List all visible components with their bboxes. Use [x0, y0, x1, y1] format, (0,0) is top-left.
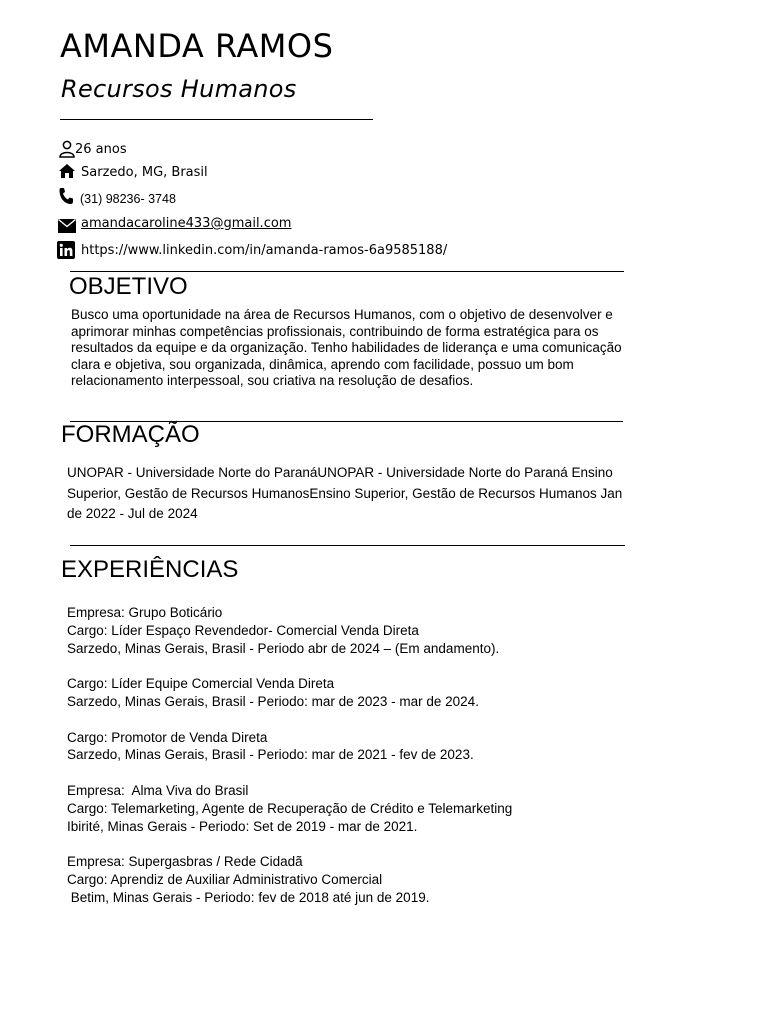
experience-line: Sarzedo, Minas Gerais, Brasil - Periodo abr de 2024 – (Em andamento). — [67, 641, 500, 656]
objetivo-divider — [70, 271, 624, 272]
experience-line: Sarzedo, Minas Gerais, Brasil - Periodo: mar de 2021 - fev de 2023. — [67, 747, 474, 762]
linkedin-icon — [57, 241, 75, 259]
objetivo-title: OBJETIVO — [69, 273, 188, 300]
phone-icon — [58, 187, 76, 205]
experience-line: Cargo: Líder Equipe Comercial Venda Direta — [67, 676, 335, 691]
experience-line: Ibirité, Minas Gerais - Periodo: Set de 2019 - mar de 2021. — [67, 819, 418, 834]
person-icon — [58, 140, 76, 158]
experience-line: Sarzedo, Minas Gerais, Brasil - Periodo: mar de 2023 - mar de 2024. — [67, 694, 479, 709]
experience-line: Empresa: Grupo Boticário — [67, 605, 223, 620]
formacao-paragraph: UNOPAR - Universidade Norte do ParanáUNOPAR - Universidade Norte do Paraná Ensino Superior, Gestão de Recursos HumanosEnsino Superior, Gestão de Recursos Humanos Jan de 2022 - Jul de 2024 — [67, 465, 623, 522]
experience-line: Cargo: Promotor de Venda Direta — [67, 730, 268, 745]
email-link[interactable]: amandacaroline433@gmail.com — [81, 216, 292, 231]
experience-line: Betim, Minas Gerais - Periodo: fev de 2018 até jun de 2019. — [67, 890, 430, 905]
experience-line: Cargo: Telemarketing, Agente de Recuperação de Crédito e Telemarketing — [67, 801, 513, 816]
linkedin-link[interactable]: https://www.linkedin.com/in/amanda-ramos-6a9585188/ — [81, 243, 448, 258]
age-text: 26 anos — [75, 142, 127, 157]
formacao-title: FORMAÇÃO — [61, 421, 200, 448]
objetivo-paragraph: Busco uma oportunidade na área de Recursos Humanos, com o objetivo de desenvolver e aprimorar minhas competências profissionais, contribuindo de forma estratégica para os resultados da equipe e da organização. Tenho habilidades de liderança e uma comunicação clara e objetiva, sou organizada, dinâmica, aprendo com facilidade, possuo um bom relacionamento interpessoal, sou criativa na resolução de desafios. — [71, 307, 622, 389]
mail-icon — [58, 218, 76, 236]
header-divider — [60, 119, 373, 120]
experiencias-divider — [70, 545, 625, 546]
experience-line: Empresa: Supergasbras / Rede Cidadã — [67, 854, 303, 869]
experience-line: Empresa: Alma Viva do Brasil — [67, 783, 249, 798]
candidate-role: Recursos Humanos — [61, 75, 297, 103]
phone-text: (31) 98236- 3748 — [80, 192, 176, 206]
experiencias-title: EXPERIÊNCIAS — [61, 556, 239, 583]
candidate-name: AMANDA RAMOS — [60, 27, 334, 65]
experience-line: Cargo: Aprendiz de Auxiliar Administrativo Comercial — [67, 872, 383, 887]
home-icon — [58, 162, 76, 180]
location-text: Sarzedo, MG, Brasil — [81, 165, 208, 180]
experience-line: Cargo: Líder Espaço Revendedor- Comercial Venda Direta — [67, 623, 419, 638]
